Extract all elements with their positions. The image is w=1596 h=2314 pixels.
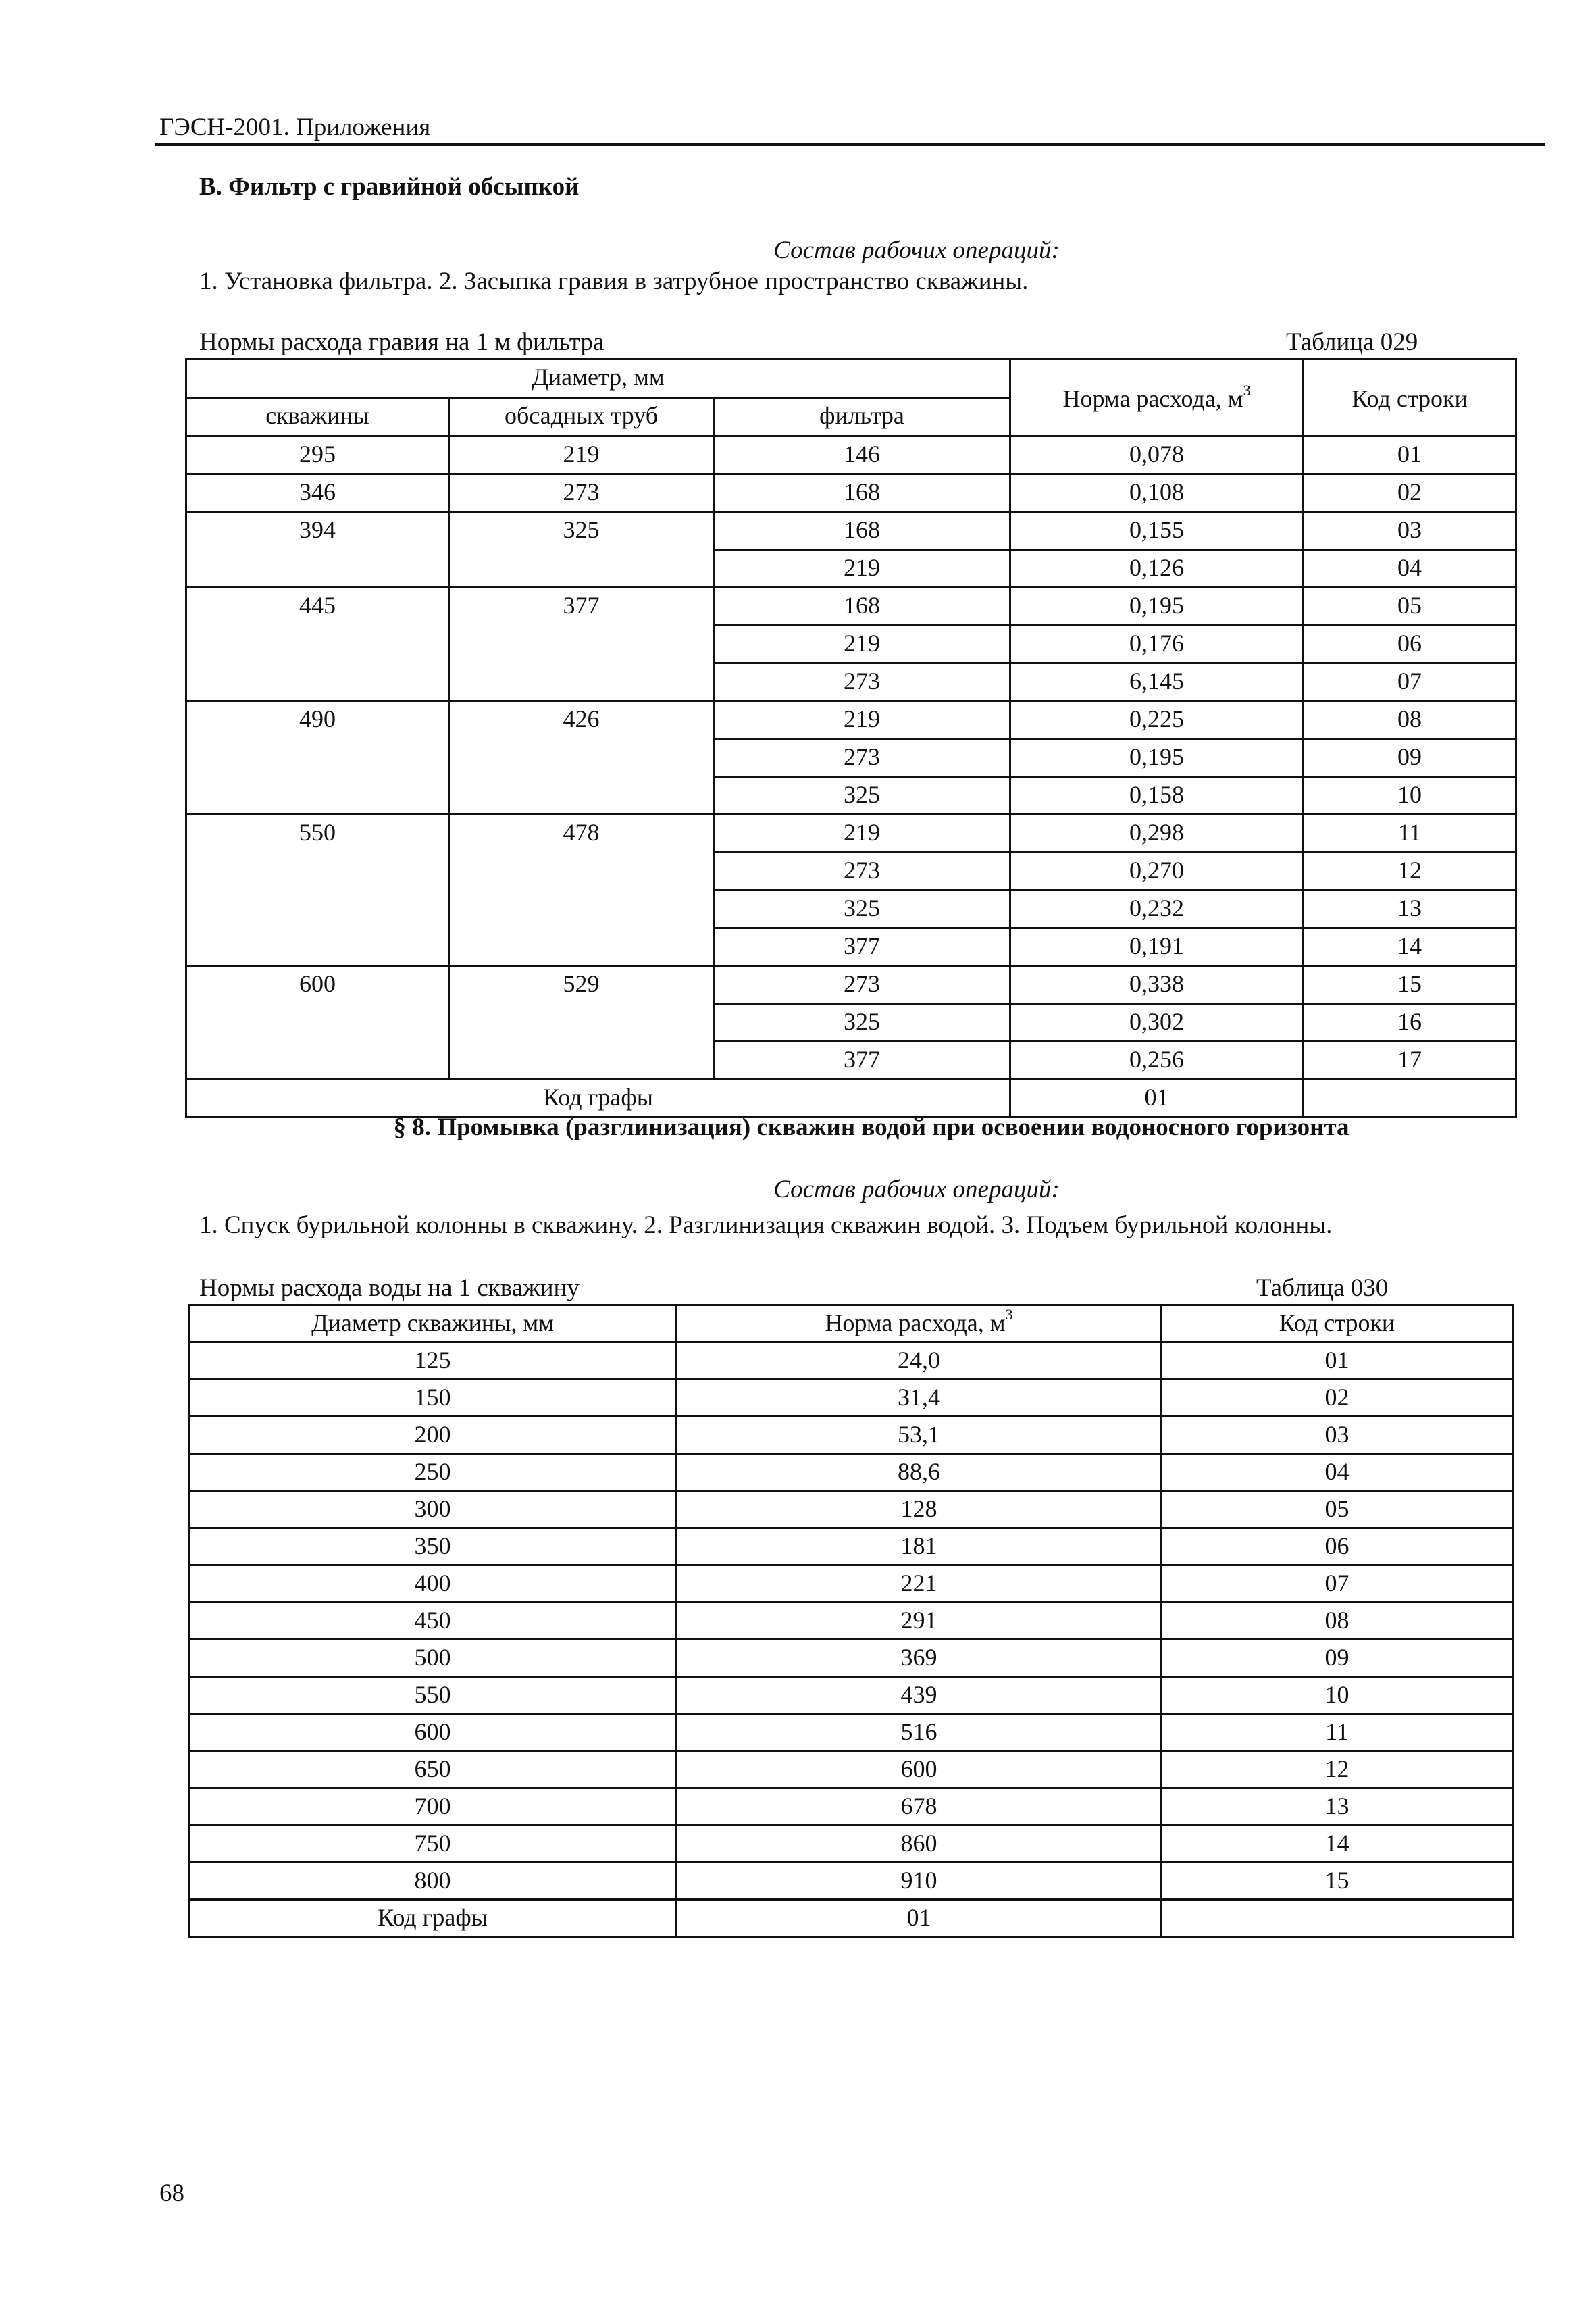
- cell-norm: 369: [677, 1640, 1162, 1677]
- page-number: 68: [159, 2180, 184, 2207]
- cell-filter: 219: [714, 815, 1010, 853]
- table-row: [189, 1491, 1513, 1528]
- cell-code: 08: [1304, 701, 1516, 739]
- cell-filter: 377: [714, 928, 1010, 966]
- table-row: [186, 966, 1516, 1004]
- cell-well: 445: [186, 588, 449, 701]
- footer-value: 01: [677, 1900, 1162, 1937]
- table-030-caption: Нормы расхода воды на 1 скважину: [199, 1274, 580, 1302]
- cell-diameter: 650: [189, 1751, 677, 1788]
- table-030: [188, 1304, 1514, 1938]
- cell-norm: 88,6: [677, 1454, 1162, 1491]
- cell-code: 05: [1304, 588, 1516, 626]
- cell-norm: 0,155: [1010, 512, 1304, 550]
- cell-norm: 0,270: [1010, 853, 1304, 890]
- cell-casing: 377: [449, 588, 714, 701]
- cell-code: 12: [1304, 853, 1516, 890]
- cell-code: 17: [1304, 1042, 1516, 1080]
- cell-norm: 516: [677, 1714, 1162, 1751]
- cell-norm: 6,145: [1010, 663, 1304, 701]
- header-rule: [155, 143, 1545, 146]
- cell-diameter: 400: [189, 1565, 677, 1603]
- section-b-ops-title: Состав рабочих операций:: [773, 236, 1060, 264]
- header-code: Код строки: [1304, 359, 1516, 436]
- cell-filter: 273: [714, 853, 1010, 890]
- cell-well: 346: [186, 474, 449, 512]
- footer-empty: [1304, 1080, 1516, 1117]
- section-8-ops-title: Состав рабочих операций:: [773, 1176, 1060, 1203]
- section-b-ops: 1. Установка фильтра. 2. Засыпка гравия в затрубное пространство скважины.: [199, 268, 1029, 295]
- header-diameter: Диаметр скважины, мм: [189, 1305, 677, 1342]
- table-row: [189, 1565, 1513, 1603]
- cell-code: 08: [1162, 1603, 1513, 1640]
- table-row: [189, 1640, 1513, 1677]
- table-030-number: Таблица 030: [1256, 1274, 1389, 1302]
- cell-casing: 325: [449, 512, 714, 588]
- cell-norm: 0,158: [1010, 777, 1304, 815]
- table-row: [186, 815, 1516, 853]
- cell-filter: 325: [714, 890, 1010, 928]
- cell-diameter: 300: [189, 1491, 677, 1528]
- cell-norm: 0,256: [1010, 1042, 1304, 1080]
- cell-code: 07: [1162, 1565, 1513, 1603]
- cell-norm: 0,338: [1010, 966, 1304, 1004]
- header-norm-sup: 3: [1005, 1306, 1013, 1323]
- cell-diameter: 200: [189, 1417, 677, 1454]
- header-norm-label: Норма расхода, м: [825, 1309, 1006, 1336]
- cell-filter: 273: [714, 663, 1010, 701]
- header-filter: фильтра: [714, 398, 1010, 436]
- table-row: [189, 1380, 1513, 1417]
- header-norm-sup: 3: [1243, 381, 1251, 399]
- cell-norm: 0,225: [1010, 701, 1304, 739]
- cell-diameter: 550: [189, 1677, 677, 1714]
- cell-well: 600: [186, 966, 449, 1080]
- cell-code: 02: [1304, 474, 1516, 512]
- table-row: [186, 474, 1516, 512]
- cell-diameter: 750: [189, 1826, 677, 1863]
- table-row: [189, 1826, 1513, 1863]
- table-029-caption: Нормы расхода гравия на 1 м фильтра: [199, 328, 604, 356]
- running-header: ГЭСН-2001. Приложения: [159, 114, 431, 141]
- cell-casing: 478: [449, 815, 714, 966]
- cell-well: 490: [186, 701, 449, 815]
- section-8-ops: 1. Спуск бурильной колонны в скважину. 2. Разглинизация скважин водой. 3. Подъем бурильной колонны.: [199, 1211, 1333, 1239]
- cell-code: 09: [1304, 739, 1516, 777]
- cell-code: 07: [1304, 663, 1516, 701]
- cell-norm: 128: [677, 1491, 1162, 1528]
- cell-norm: 221: [677, 1565, 1162, 1603]
- header-casing: обсадных труб: [449, 398, 714, 436]
- cell-well: 295: [186, 436, 449, 474]
- cell-diameter: 250: [189, 1454, 677, 1491]
- header-norm-label: Норма расхода, м: [1062, 384, 1243, 412]
- table-row: [189, 1342, 1513, 1380]
- cell-code: 15: [1304, 966, 1516, 1004]
- cell-diameter: 500: [189, 1640, 677, 1677]
- cell-code: 11: [1304, 815, 1516, 853]
- cell-code: 04: [1162, 1454, 1513, 1491]
- cell-diameter: 125: [189, 1342, 677, 1380]
- header-norm: [677, 1305, 1162, 1342]
- footer-value: 01: [1010, 1080, 1304, 1117]
- table-row: [189, 1788, 1513, 1826]
- cell-code: 04: [1304, 550, 1516, 588]
- table-029: [185, 358, 1517, 1118]
- cell-filter: 377: [714, 1042, 1010, 1080]
- cell-code: 16: [1304, 1004, 1516, 1042]
- cell-code: 14: [1304, 928, 1516, 966]
- cell-norm: 24,0: [677, 1342, 1162, 1380]
- table-header-row: [186, 359, 1516, 398]
- cell-filter: 325: [714, 1004, 1010, 1042]
- cell-norm: 0,298: [1010, 815, 1304, 853]
- cell-filter: 219: [714, 701, 1010, 739]
- table-row: [189, 1677, 1513, 1714]
- cell-norm: 0,232: [1010, 890, 1304, 928]
- cell-norm: 0,195: [1010, 588, 1304, 626]
- table-row: [189, 1528, 1513, 1565]
- cell-norm: 0,078: [1010, 436, 1304, 474]
- table-row: [189, 1863, 1513, 1900]
- cell-code: 14: [1162, 1826, 1513, 1863]
- cell-norm: 0,126: [1010, 550, 1304, 588]
- cell-well: 394: [186, 512, 449, 588]
- cell-diameter: 150: [189, 1380, 677, 1417]
- cell-code: 05: [1162, 1491, 1513, 1528]
- cell-filter: 219: [714, 626, 1010, 663]
- footer-label: Код графы: [186, 1080, 1010, 1117]
- cell-norm: 600: [677, 1751, 1162, 1788]
- table-footer-row: [189, 1900, 1513, 1937]
- table-row: [189, 1751, 1513, 1788]
- cell-casing: 529: [449, 966, 714, 1080]
- cell-norm: 31,4: [677, 1380, 1162, 1417]
- cell-code: 10: [1304, 777, 1516, 815]
- table-029-number: Таблица 029: [1286, 328, 1418, 356]
- footer-empty: [1162, 1900, 1513, 1937]
- cell-code: 06: [1304, 626, 1516, 663]
- header-norm: [1010, 359, 1304, 436]
- section-b-title: В. Фильтр с гравийной обсыпкой: [199, 173, 580, 201]
- section-8-title: § 8. Промывка (разглинизация) скважин водой при освоении водоносного горизонта: [393, 1113, 1349, 1141]
- table-row: [189, 1714, 1513, 1751]
- cell-code: 10: [1162, 1677, 1513, 1714]
- table-footer-row: [186, 1080, 1516, 1117]
- cell-code: 15: [1162, 1863, 1513, 1900]
- cell-code: 02: [1162, 1380, 1513, 1417]
- table-row: [186, 588, 1516, 626]
- cell-filter: 273: [714, 966, 1010, 1004]
- cell-code: 01: [1162, 1342, 1513, 1380]
- cell-norm: 0,195: [1010, 739, 1304, 777]
- cell-filter: 325: [714, 777, 1010, 815]
- cell-code: 03: [1162, 1417, 1513, 1454]
- header-code: Код строки: [1162, 1305, 1513, 1342]
- cell-code: 01: [1304, 436, 1516, 474]
- cell-code: 03: [1304, 512, 1516, 550]
- cell-filter: 168: [714, 588, 1010, 626]
- cell-norm: 291: [677, 1603, 1162, 1640]
- cell-filter: 273: [714, 739, 1010, 777]
- cell-diameter: 600: [189, 1714, 677, 1751]
- cell-casing: 273: [449, 474, 714, 512]
- table-row: [189, 1417, 1513, 1454]
- cell-diameter: 450: [189, 1603, 677, 1640]
- cell-norm: 439: [677, 1677, 1162, 1714]
- cell-norm: 910: [677, 1863, 1162, 1900]
- cell-code: 13: [1304, 890, 1516, 928]
- cell-norm: 0,108: [1010, 474, 1304, 512]
- cell-code: 13: [1162, 1788, 1513, 1826]
- cell-well: 550: [186, 815, 449, 966]
- cell-code: 09: [1162, 1640, 1513, 1677]
- table-row: [186, 436, 1516, 474]
- cell-norm: 0,302: [1010, 1004, 1304, 1042]
- table-row: [186, 701, 1516, 739]
- cell-norm: 678: [677, 1788, 1162, 1826]
- cell-casing: 219: [449, 436, 714, 474]
- cell-code: 06: [1162, 1528, 1513, 1565]
- table-row: [189, 1603, 1513, 1640]
- footer-label: Код графы: [189, 1900, 677, 1937]
- cell-code: 12: [1162, 1751, 1513, 1788]
- table-header-row: [189, 1305, 1513, 1342]
- table-row: [189, 1454, 1513, 1491]
- cell-norm: 860: [677, 1826, 1162, 1863]
- cell-filter: 146: [714, 436, 1010, 474]
- cell-filter: 168: [714, 474, 1010, 512]
- table-row: [186, 512, 1516, 550]
- cell-norm: 0,176: [1010, 626, 1304, 663]
- cell-norm: 0,191: [1010, 928, 1304, 966]
- cell-diameter: 800: [189, 1863, 677, 1900]
- header-well: скважины: [186, 398, 449, 436]
- cell-filter: 168: [714, 512, 1010, 550]
- cell-norm: 181: [677, 1528, 1162, 1565]
- cell-diameter: 700: [189, 1788, 677, 1826]
- header-diameter: Диаметр, мм: [186, 359, 1010, 398]
- cell-filter: 219: [714, 550, 1010, 588]
- cell-casing: 426: [449, 701, 714, 815]
- cell-norm: 53,1: [677, 1417, 1162, 1454]
- cell-diameter: 350: [189, 1528, 677, 1565]
- cell-code: 11: [1162, 1714, 1513, 1751]
